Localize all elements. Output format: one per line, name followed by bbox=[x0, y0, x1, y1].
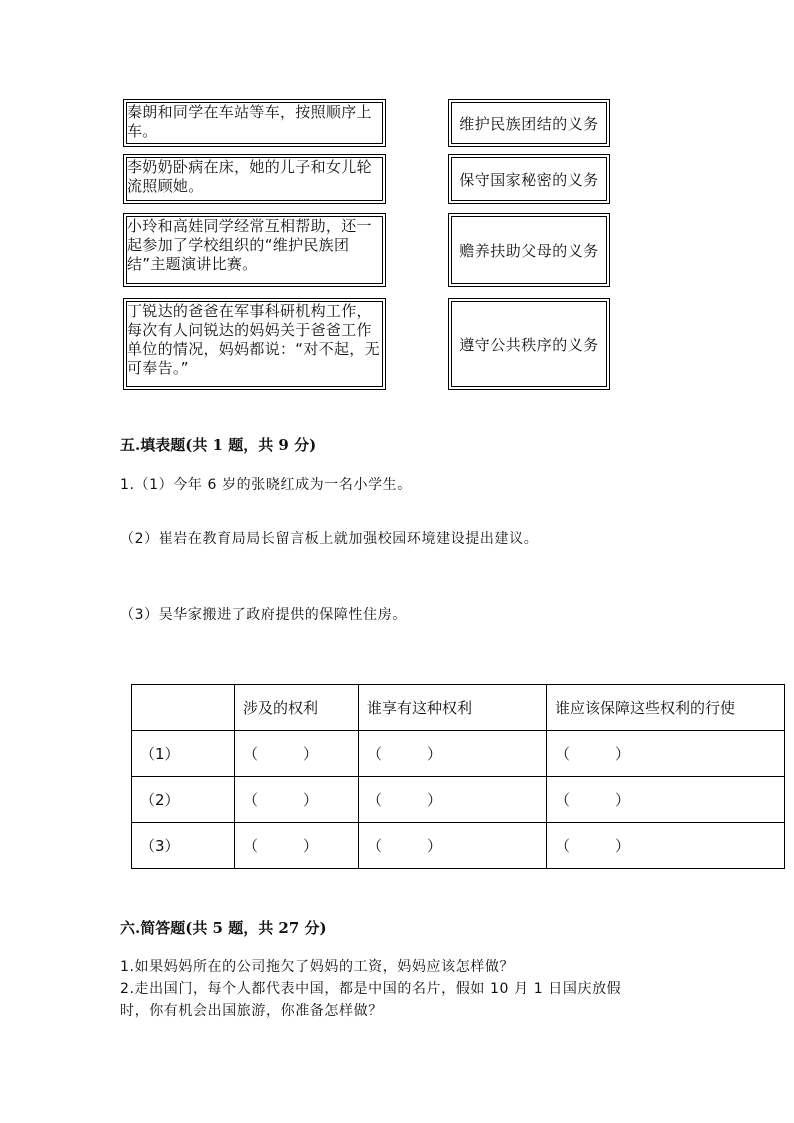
duty-text-2: 保守国家秘密的义务 bbox=[459, 170, 599, 189]
answer-blank[interactable]: （ ） bbox=[547, 823, 785, 869]
answer-blank[interactable]: （ ） bbox=[235, 823, 359, 869]
table-row bbox=[132, 731, 785, 777]
duty-text-3: 赡养扶助父母的义务 bbox=[459, 241, 599, 260]
answer-blank[interactable]: （ ） bbox=[235, 777, 359, 823]
duty-box-3 bbox=[448, 213, 610, 287]
section-6-question-2-line-2: 时，你有机会出国旅游，你准备怎样做？ bbox=[120, 1003, 383, 1019]
table-header-guarantor: 谁应该保障这些权利的行使 bbox=[547, 685, 785, 731]
answer-blank[interactable]: （ ） bbox=[547, 777, 785, 823]
section-5-question-3: （3）吴华家搬进了政府提供的保障性住房。 bbox=[120, 607, 407, 623]
duty-box-2 bbox=[448, 154, 610, 204]
section-6-question-1: 1.如果妈妈所在的公司拖欠了妈妈的工资，妈妈应该怎样做？ bbox=[120, 959, 515, 975]
table-header-blank bbox=[132, 685, 235, 731]
answer-blank[interactable]: （ ） bbox=[359, 777, 547, 823]
section-5-question-1: 1.（1）今年 6 岁的张晓红成为一名小学生。 bbox=[120, 477, 412, 493]
section-5-title: 五.填表题(共 1 题，共 9 分) bbox=[120, 436, 317, 454]
table-row bbox=[132, 777, 785, 823]
answer-blank[interactable]: （ ） bbox=[359, 823, 547, 869]
answer-blank[interactable]: （ ） bbox=[235, 731, 359, 777]
section-6-question-2-line-1: 2.走出国门，每个人都代表中国，都是中国的名片，假如 10 月 1 日国庆放假 bbox=[120, 981, 622, 997]
section-6-title: 六.简答题(共 5 题，共 27 分) bbox=[120, 919, 327, 937]
duty-box-4 bbox=[448, 298, 610, 390]
table-header-rights: 涉及的权利 bbox=[235, 685, 359, 731]
scenario-text-4: 丁锐达的爸爸在军事科研机构工作，每次有人问锐达的妈妈关于爸爸工作单位的情况，妈妈都说：“对不起，无可奉告。” bbox=[127, 302, 380, 377]
row-label: （3） bbox=[132, 823, 235, 869]
duty-box-1 bbox=[448, 99, 610, 147]
scenario-box-3 bbox=[123, 213, 386, 287]
scenario-box-4 bbox=[123, 298, 386, 390]
section-5-question-2: （2）崔岩在教育局局长留言板上就加强校园环境建设提出建议。 bbox=[120, 531, 539, 547]
row-label: （2） bbox=[132, 777, 235, 823]
scenario-box-2 bbox=[123, 154, 386, 204]
scenario-box-1 bbox=[123, 99, 386, 147]
scenario-text-2: 李奶奶卧病在床，她的儿子和女儿轮流照顾她。 bbox=[127, 158, 372, 195]
scenario-text-1: 秦朗和同学在车站等车，按照顺序上车。 bbox=[127, 103, 372, 140]
rights-table bbox=[131, 684, 785, 869]
table-header-row bbox=[132, 685, 785, 731]
duty-text-1: 维护民族团结的义务 bbox=[459, 114, 599, 133]
table-row bbox=[132, 823, 785, 869]
answer-blank[interactable]: （ ） bbox=[359, 731, 547, 777]
duty-text-4: 遵守公共秩序的义务 bbox=[459, 335, 599, 354]
table-header-holder: 谁享有这种权利 bbox=[359, 685, 547, 731]
scenario-text-3: 小玲和高娃同学经常互相帮助，还一起参加了学校组织的“维护民族团结”主题演讲比赛。 bbox=[127, 217, 372, 273]
answer-blank[interactable]: （ ） bbox=[547, 731, 785, 777]
row-label: （1） bbox=[132, 731, 235, 777]
